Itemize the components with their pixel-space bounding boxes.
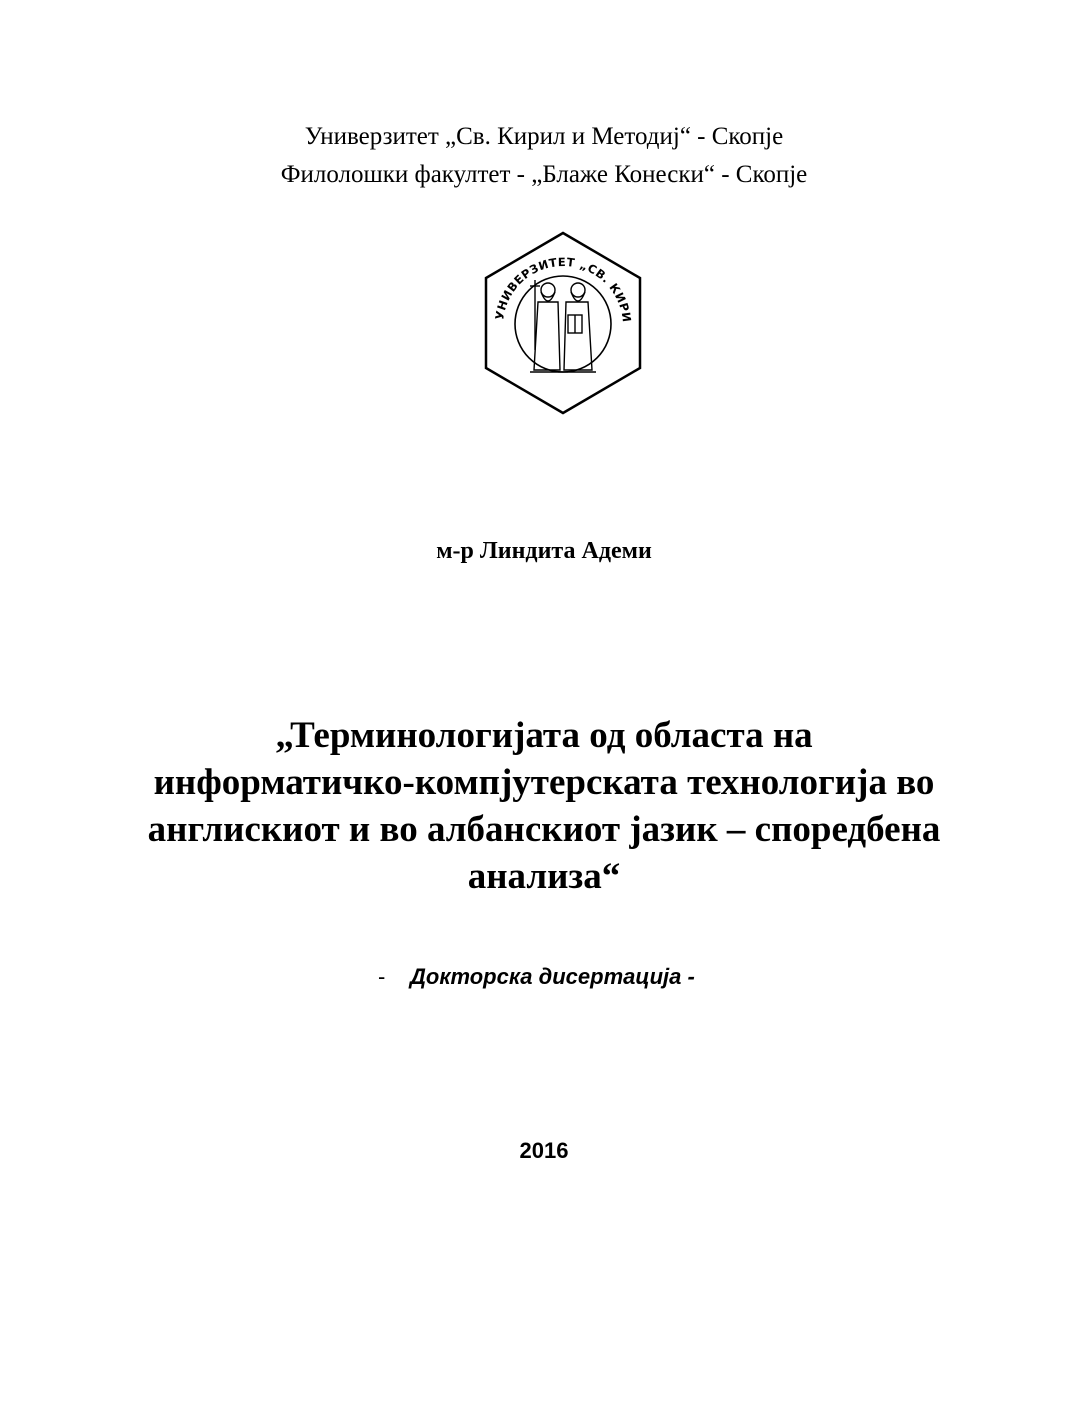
university-header <box>0 118 1088 194</box>
list-dash: - <box>378 964 386 989</box>
year: 2016 <box>519 1138 569 1163</box>
faculty-name: Филолошки факултет - „Блаже Конески“ - Скопје <box>280 161 808 188</box>
title-line-2: информатичко-компјутерската технологија во <box>153 762 935 803</box>
title-line-1: „Терминологијата од областа на <box>275 715 813 756</box>
university-name: Универзитет „Св. Кирил и Методиј“ - Скопје <box>304 123 784 150</box>
university-seal-icon <box>480 230 646 416</box>
document-type-label: Докторска дисертација - <box>410 964 695 989</box>
document-type <box>378 964 695 990</box>
title-line-3: англискиот и во албанскиот јазик – споредбена <box>147 809 941 850</box>
title-line-4: анализа“ <box>467 856 621 897</box>
author-name: м-р Линдита Адеми <box>436 538 652 564</box>
dissertation-title <box>90 712 998 900</box>
svg-text:УНИВЕРЗИТЕТ „СВ. КИРИЛ И МЕТОД: УНИВЕРЗИТЕТ „СВ. КИРИ <box>492 254 635 324</box>
